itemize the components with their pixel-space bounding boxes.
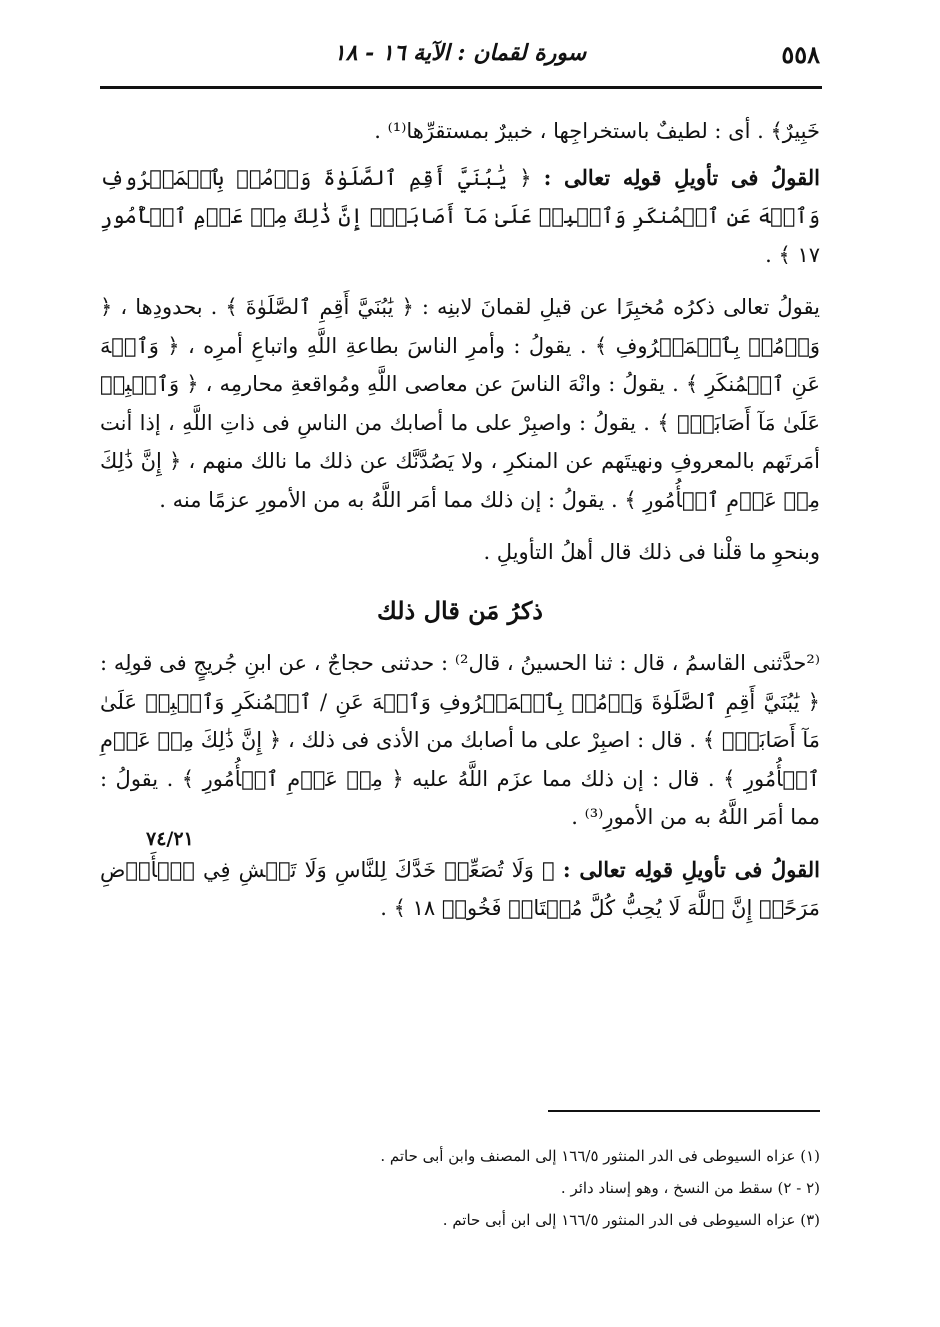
paragraph-agreement	[100, 533, 820, 572]
paragraph-narration	[100, 644, 820, 837]
paragraph-interpretation-ayah-17	[100, 159, 820, 275]
main-text	[100, 112, 820, 942]
paragraph-commentary	[100, 288, 820, 519]
footnote-rule	[548, 1110, 820, 1112]
header-rule	[100, 86, 822, 89]
running-title: سورة لقمان : الآية ١٦ - ١٨	[333, 40, 587, 66]
paragraph-lead: القولُ فى تأويلِ قولِه تعالى :	[562, 856, 820, 882]
margin-reference: ٧٤/٢١	[146, 828, 194, 850]
footnote-1: (١) عزاه السيوطى فى الدر المنثور ١٦٦/٥ إلى المصنف وابن أبى حاتم .	[380, 1147, 820, 1165]
paragraph-lead: القولُ فى تأويلِ قولِه تعالى :	[543, 164, 821, 190]
paragraph-text: وبنحوِ ما قلْنا فى ذلك قال أهلُ التأويلِ .	[483, 540, 820, 564]
section-heading: ذكرُ مَن قال ذلك	[377, 595, 543, 625]
page-header	[100, 28, 820, 84]
footnotes	[100, 1140, 820, 1236]
footnote-2: (٢ - ٢) سقط من النسخ ، وهو إسناد دائر .	[560, 1179, 820, 1197]
narration-text: ⁽²حدَّثنى القاسمُ ، قال : ثنا الحسينُ ، قال²⁾ : حدثنى حجاجٌ ، عن ابنِ جُريجٍ فى قولِه : ﴿ يَٰبُنَيَّ أَقِمِ ٱلصَّلَوٰةَ وَأۡمُرۡ بِٱلۡمَعۡرُوفِ وَٱنۡهَ عَنِ / ٱلۡمُنكَرِ وَٱصۡبِرۡ عَلَىٰ مَآ أَصَابَكَۖ ﴾ . قال : اصبِرْ على ما أصابك من الأذى فى ذلك ، ﴿ إِنَّ ذَٰلِكَ مِنۡ عَزۡمِ ٱلۡأُمُورِ ﴾ . قال : إن ذلك مما عزَم اللَّهُ عليه ﴿ مِنۡ عَزۡمِ ٱلۡأُمُورِ ﴾ . يقولُ : مما أمَر اللَّهُ به من الأمورِ⁽³⁾ .	[100, 651, 820, 829]
footnote-3: (٣) عزاه السيوطى فى الدر المنثور ١٦٦/٥ إلى ابن أبى حاتم .	[442, 1211, 820, 1229]
page-number: ٥٥٨	[781, 40, 820, 69]
paragraph-continuation	[100, 112, 820, 151]
quran-verse: ﴿ وَلَا تُصَعِّرۡ خَدَّكَ لِلنَّاسِ وَلَا تَمۡشِ فِي ٱلۡأَرۡضِ مَرَحًاۖ إِنَّ ٱللَّهَ لَا يُحِبُّ كُلَّ مُخۡتَالٖ فَخُورٖ ١٨ ﴾ .	[100, 857, 820, 920]
paragraph-text: يقولُ تعالى ذكرُه مُخبِرًا عن قيلِ لقمانَ لابنِه : ﴿ يَٰبُنَيَّ أَقِمِ ٱلصَّلَوٰةَ ﴾ . بحدودِها ، ﴿ وَأۡمُرۡ بِٱلۡمَعۡرُوفِ ﴾ . يقولُ : وأمرِ الناسَ بطاعةِ اللَّهِ واتباعِ أمرِه ، ﴿ وَٱنۡهَ عَنِ ٱلۡمُنكَرِ ﴾ . يقولُ : وانْهَ الناسَ عن معاصى اللَّهِ ومُواقعةِ محارمِه ، ﴿ وَٱصۡبِرۡ عَلَىٰ مَآ أَصَابَكَۖ ﴾ . يقولُ : واصبِرْ على ما أصابك من الناسِ فى ذاتِ اللَّهِ ، إذا أنت أمَرتَهم بالمعروفِ ونهيتَهم عن المنكرِ ، ولا يَصُدَّنَّك عن ذلك ما نالك منهم ، ﴿ إِنَّ ذَٰلِكَ مِنۡ عَزۡمِ ٱلۡأُمُورِ ﴾ . يقولُ : إن ذلك مما أمَر اللَّهُ به من الأمورِ عزمًا منه .	[100, 295, 820, 512]
paragraph-text: خَبِيرٌ﴾ . أى : لطيفٌ باستخراجِها ، خبيرٌ بمستقرِّها⁽¹⁾ .	[374, 119, 820, 143]
quran-verse: ﴿ يَٰبُنَيَّ أَقِمِ ٱلصَّلَوٰةَ وَأۡمُرۡ بِٱلۡمَعۡرُوفِ وَٱنۡهَ عَنِ ٱلۡمُنكَرِ وَٱصۡبِرۡ عَلَىٰ مَآ أَصَابَكَۖ إِنَّ ذَٰلِكَ مِنۡ عَزۡمِ ٱلۡأُمُورِ ١٧ ﴾ .	[100, 165, 820, 267]
paragraph-interpretation-ayah-18	[100, 851, 820, 928]
